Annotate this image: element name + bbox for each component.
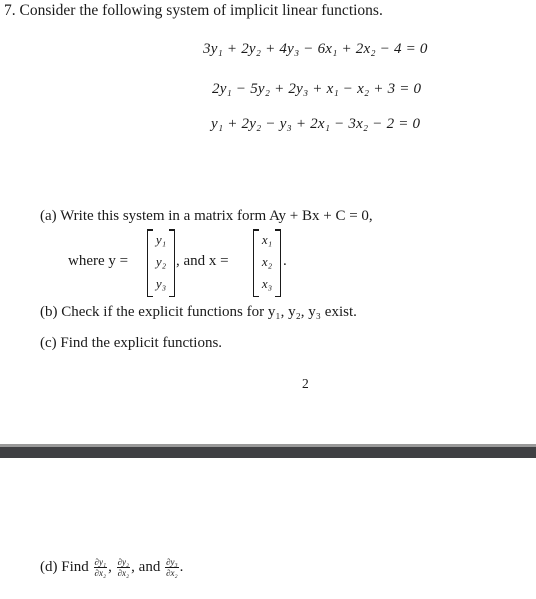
part-d-comma: , bbox=[108, 558, 112, 575]
part-d-and-label: , and bbox=[131, 558, 161, 575]
part-b-text: (b) Check if the explicit functions for y₁, y₂, y₃ exist. bbox=[40, 304, 357, 320]
x-vector-entry-1: x₁ bbox=[261, 232, 273, 247]
partial-derivative-2-denominator: ∂x₂ bbox=[117, 568, 130, 578]
partial-derivative-3-denominator: ∂x₂ bbox=[166, 568, 178, 578]
partial-derivative-1 bbox=[94, 557, 108, 578]
page-break-divider bbox=[0, 447, 536, 458]
vector-definitions bbox=[68, 229, 308, 297]
y-vector-entry-3: y₃ bbox=[155, 276, 167, 291]
part-d-end: . bbox=[179, 558, 184, 575]
equation-1: 3y₁ + 2y₂ + 4y₃ − 6x₁ + 2x₂ − 4 = 0 bbox=[203, 41, 428, 57]
y-vector-matrix bbox=[147, 229, 175, 297]
part-d-text bbox=[40, 557, 183, 578]
page-number: 2 bbox=[302, 376, 309, 391]
partial-derivative-1-denominator: ∂x₂ bbox=[94, 568, 107, 578]
partial-derivative-3 bbox=[165, 557, 179, 578]
where-label: where y = bbox=[68, 253, 129, 269]
problem-title: 7. Consider the following system of implicit linear functions. bbox=[4, 2, 383, 19]
equation-3: y₁ + 2y₂ − y₃ + 2x₁ − 3x₂ − 2 = 0 bbox=[211, 116, 421, 132]
part-c-text: (c) Find the explicit functions. bbox=[40, 335, 223, 351]
equation-2: 2y₁ − 5y₂ + 2y₃ + x₁ − x₂ + 3 = 0 bbox=[212, 81, 422, 97]
part-d-prefix: (d) Find bbox=[40, 558, 89, 575]
partial-derivative-3-numerator: ∂y₃ bbox=[166, 557, 178, 567]
partial-derivative-2-numerator: ∂y₂ bbox=[117, 557, 130, 567]
x-vector-matrix bbox=[253, 229, 281, 297]
y-vector-entry-1: y₁ bbox=[155, 232, 167, 247]
x-vector-entry-3: x₃ bbox=[261, 276, 273, 291]
and-x-label: , and x = bbox=[176, 253, 229, 269]
partial-derivative-2 bbox=[117, 557, 131, 578]
y-vector-entry-2: y₂ bbox=[155, 254, 167, 269]
vector-period: . bbox=[283, 253, 287, 269]
part-a-text: (a) Write this system in a matrix form Ay + Bx + C = 0, bbox=[40, 208, 373, 224]
x-vector-entry-2: x₂ bbox=[261, 254, 273, 269]
partial-derivative-1-numerator: ∂y₁ bbox=[94, 557, 107, 567]
